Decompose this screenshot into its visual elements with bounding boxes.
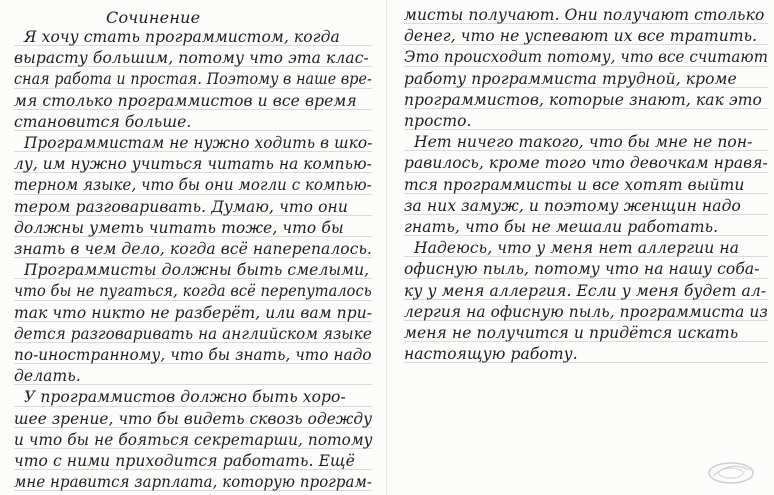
text-line: денег, что не успевают их все тратить. <box>404 27 758 46</box>
text-line: мисты получают. Они получают столько <box>404 6 765 24</box>
text-line: и что бы не бояться секретарши, потому <box>14 430 373 449</box>
text-line: шее зрение, что бы видеть сквозь одежду <box>14 409 373 428</box>
text-line: У программистов должно быть хоро- <box>24 388 346 407</box>
stamp-logo-icon <box>705 458 757 488</box>
text-line: тером разговаривать. Думаю, что они <box>14 197 348 216</box>
text-line: Надеюсь, что у меня нет аллергии на <box>414 239 740 258</box>
text-line: так что никто не разберёт, или вам при- <box>14 303 373 322</box>
text-line: за них замуж, и поэтому женщин надо <box>404 196 741 215</box>
text-line: тся программисты и все хотят выйти <box>404 175 745 194</box>
text-line: знать в чем дело, когда всё наперепалось. <box>14 240 372 258</box>
essay-title: Сочинение <box>106 8 201 27</box>
text-line: равилось, кроме того что девочкам нравя- <box>404 154 768 173</box>
text-line: Программисты должны быть смелыми, <box>24 261 370 280</box>
text-line: становится больше. <box>14 112 192 131</box>
page-fold-divider <box>386 0 387 495</box>
text-line: гнать, что бы не мешали работать. <box>404 218 719 236</box>
text-line: просто. <box>404 112 472 130</box>
text-line: вырасту большим, потому что эта клас- <box>14 49 369 68</box>
text-line: дется разговаривать на английском языке <box>14 324 372 343</box>
text-line: должны уметь читать тоже, что бы <box>14 218 344 237</box>
text-line: лергия на офисную пыль, программиста из <box>404 302 768 321</box>
text-line: Я хочу стать программистом, когда <box>24 28 340 46</box>
text-line: по-иностранному, что бы знать, что надо <box>14 346 372 364</box>
text-line: лу, им нужно учиться читать на компью- <box>14 155 372 174</box>
text-line: мя столько программистов и все время <box>14 91 357 110</box>
text-line: работу программиста трудной, кроме <box>404 69 737 88</box>
text-line: меня не получится и придётся искать <box>404 324 739 342</box>
text-line: ку у меня аллергия. Если у меня будет ал- <box>404 281 767 300</box>
text-line: мне нравится зарплата, которую програм- <box>14 473 373 492</box>
text-line: настоящую работу. <box>404 345 578 364</box>
text-line: сная работа и простая. Поэтому в наше вре- <box>14 70 372 89</box>
text-line: что с ними приходится работать. Ещё <box>14 452 355 470</box>
text-line: Это происходит потому, что все считают <box>404 48 769 67</box>
text-line: делать. <box>14 367 81 386</box>
text-line: офисную пыль, потому что на нашу соба- <box>404 260 760 279</box>
text-line: Программистам не нужно ходить в шко- <box>24 134 373 152</box>
text-line: программистов, которые знают, как это <box>404 90 762 109</box>
text-line: Нет ничего такого, что бы мне не пон- <box>414 133 753 152</box>
text-line: что бы не пугаться, когда всё перепуталось <box>14 282 372 301</box>
text-line: терном языке, что бы они могли с компью- <box>14 176 372 195</box>
